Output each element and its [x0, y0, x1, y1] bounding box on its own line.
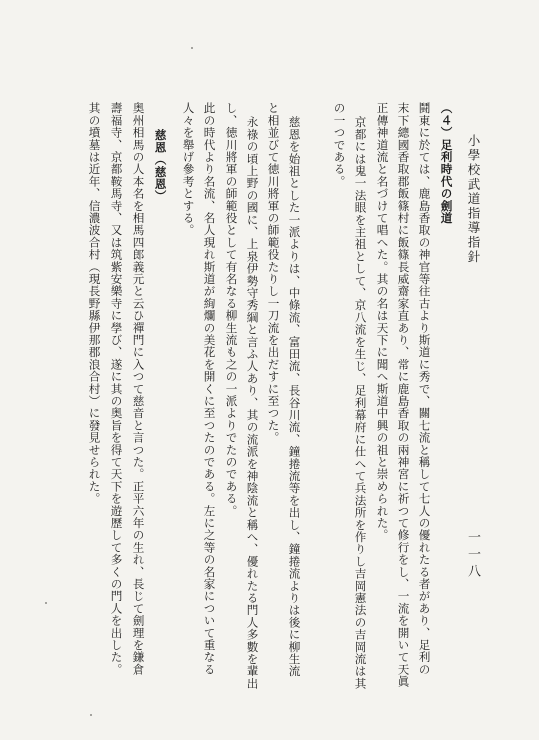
- paper-speck: [191, 47, 193, 49]
- text-line: 奥州相馬の人本名を相馬四郎義元と云ひ禪門に入つて慈音と言つた。正平六年の生れ、長じて劍理を鎌倉: [131, 102, 146, 676]
- paper-speck: [45, 602, 47, 604]
- text-line: 慈恩を始祖とした一派よりは、中條流、富田流、長谷川流、鐘捲流等を出し、鐘捲流よりは後に柳生流: [287, 116, 302, 678]
- text-line: 壽福寺、京都鞍馬寺、又は筑紫安樂寺に學び、遂に其の奥旨を得て天下を遊歷して多くの門人を出した。: [109, 102, 124, 676]
- section-heading: （４）足利時代の劍道: [439, 102, 454, 224]
- text-line: 人々を舉げ參考とする。: [181, 102, 196, 237]
- text-line: し、徳川將軍の師範役として有名なる柳生流も之の一派よりでたのである。: [224, 102, 239, 517]
- text-line: 鬪東に於ては、鹿島香取の神官等往古より斯道に秀で、關七流と稱して七人の優れたる者があり、足利の: [417, 102, 432, 676]
- running-title: 小學校武道指導指針: [466, 134, 481, 265]
- text-line: 正傳神道流と名づけて唱へた。其の名は天下に聞へ斯道中興の祖と崇められた。: [375, 102, 390, 542]
- text-line: 末下總國香取郡飯篠村に飯篠長威齋家直あり、常に鹿島香取の兩神宮に祈つて修行をし、一流を開いて天眞: [396, 102, 411, 688]
- section-heading: 慈恩（慈恩）: [153, 129, 168, 203]
- paper-speck: [90, 714, 92, 716]
- text-line: 京都には鬼一法眼を主祖として、京八流を生じ、足利幕府に仕へて兵法所を作りし吉岡憲法の吉岡流は其: [353, 116, 368, 690]
- text-line: の一つである。: [332, 102, 347, 188]
- text-line: 此の時代より名流、名人現れ斯道が絢爛の美花を開くに至つたのである。左に之等の名家について重なる: [202, 102, 217, 676]
- text-line: 永祿の頃上野の國に、上泉伊勢守秀綱と言ふ人あり、其の流派を神陰流と稱へ、優れたる門人多數を輩出: [245, 116, 260, 690]
- text-line: と相並びて徳川將軍の師範役たりし一刀流を出だすに至つた。: [266, 102, 281, 444]
- text-line: 其の墳墓は近年、信濃波合村（現長野縣伊那郡浪合村）に發見せられた。: [87, 102, 102, 505]
- page-number: 一一八: [465, 530, 480, 581]
